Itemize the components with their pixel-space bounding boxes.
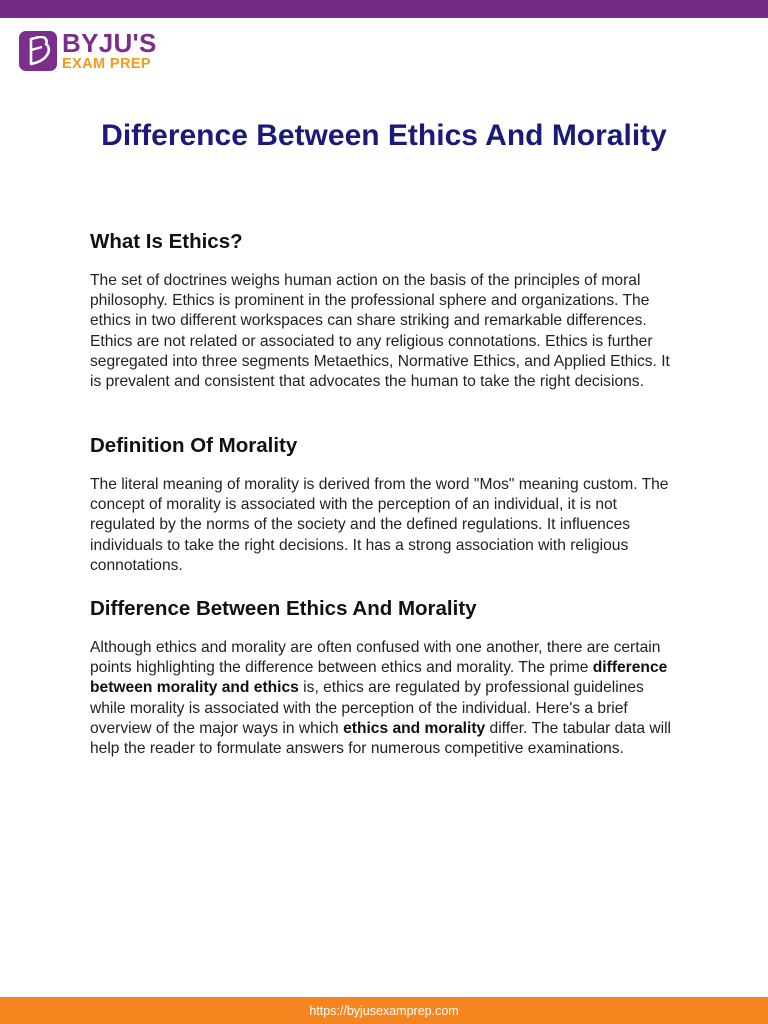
section-paragraph: The set of doctrines weighs human action on the basis of the principles of moral philosophy. Ethics is prominent in the professional sphere and organizations. The ethics in two different workspaces can share striking and remarkable differences. Ethics are not related or associated to any religious connotations. Ethics is further segregated into three segments Metaethics, Normative Ethics, and Applied Ethics. It is prevalent and consistent that advocates the human to take the right decisions.: [90, 272, 670, 391]
byjus-logo[interactable]: [19, 30, 157, 72]
section-heading: Definition Of Morality: [90, 434, 298, 457]
top-brand-bar: [0, 0, 768, 18]
section-heading: Difference Between Ethics And Morality: [90, 597, 477, 620]
logo-tagline: EXAM PREP: [62, 56, 152, 73]
section-what-is-ethics: [90, 229, 680, 392]
section-paragraph: The literal meaning of morality is derived from the word "Mos" meaning custom. The concept of morality is associated with the perception of an individual, it is not regulated by the norms of the society and the defined regulations. It influences individuals to take the right decisions. It has a strong association with religious connotations.: [90, 476, 669, 574]
paragraph-text: Although ethics and morality are often confused with one another, there are certain points highlighting the difference between ethics and morality. The prime: [90, 639, 661, 677]
byjus-b-logo-icon: [19, 31, 57, 71]
section-paragraph: [90, 638, 680, 759]
paragraph-text: differ. The tabular data will help the reader to formulate answers for numerous competitive examinations.: [90, 719, 671, 758]
bold-phrase: ethics and morality: [343, 719, 486, 737]
footer-url-link[interactable]: https://byjusexamprep.com: [309, 1003, 459, 1018]
section-difference: [90, 596, 680, 759]
paragraph-text: is, ethics are regulated by professional guidelines while morality is associated with the perception of the individual. Here's a brief overview of the major ways in which: [90, 679, 644, 737]
bold-phrase: difference between morality and ethics: [90, 659, 668, 697]
section-definition-of-morality: [90, 433, 680, 576]
logo-brand-name: BYJU'S: [62, 28, 157, 59]
document-title: Difference Between Ethics And Morality: [101, 119, 667, 152]
section-heading: What Is Ethics?: [90, 230, 243, 253]
footer-bar: [0, 997, 768, 1024]
